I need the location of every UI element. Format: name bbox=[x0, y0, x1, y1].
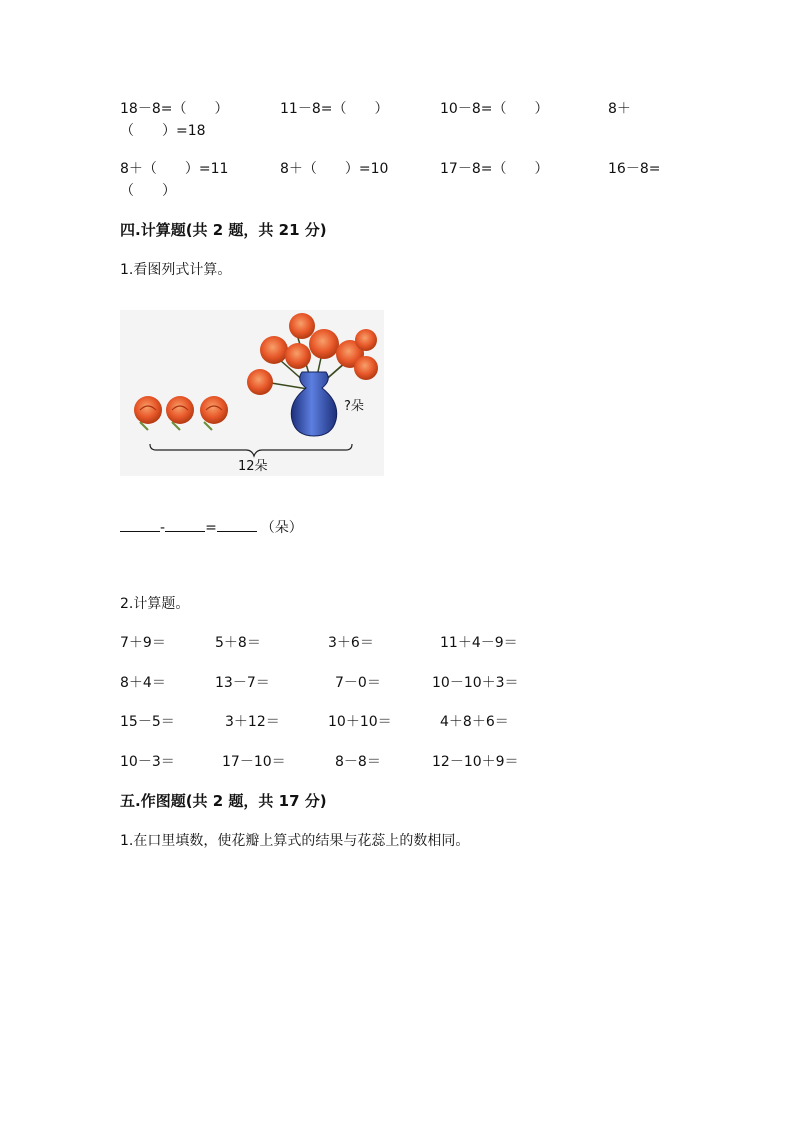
calc-1-3: 10－10＋3＝ bbox=[432, 675, 519, 691]
q1-label: 1.看图列式计算。 bbox=[120, 262, 232, 278]
calc-0-0: 7＋9＝ bbox=[120, 635, 166, 651]
calc-2-2: 10＋10＝ bbox=[328, 714, 392, 730]
blank-eq-4-wrap: （ ）=18 bbox=[120, 123, 206, 139]
blank-eq-6: 8＋（ ）=10 bbox=[280, 161, 389, 177]
calc-1-2: 7－0＝ bbox=[335, 675, 381, 691]
blank-eq-1: 18－8=（ ） bbox=[120, 101, 229, 117]
calc-2-0: 15－5＝ bbox=[120, 714, 175, 730]
blank-eq-2: 11－8=（ ） bbox=[280, 101, 389, 117]
calc-2-1: 3＋12＝ bbox=[225, 714, 280, 730]
calc-3-3: 12－10＋9＝ bbox=[432, 754, 519, 770]
calc-0-3: 11＋4－9＝ bbox=[440, 635, 518, 651]
calc-3-2: 8－8＝ bbox=[335, 754, 381, 770]
calc-0-1: 5＋8＝ bbox=[215, 635, 261, 651]
calc-3-1: 17－10＝ bbox=[222, 754, 286, 770]
q2-label: 2.计算题。 bbox=[120, 596, 190, 612]
unit-label: （朵） bbox=[260, 520, 303, 536]
section-5-title: 五.作图题(共 2 题，共 17 分) bbox=[120, 792, 327, 810]
calc-3-0: 10－3＝ bbox=[120, 754, 175, 770]
calc-1-1: 13－7＝ bbox=[215, 675, 270, 691]
blank-eq-5: 8＋（ ）=11 bbox=[120, 161, 229, 177]
calc-1-0: 8＋4＝ bbox=[120, 675, 166, 691]
blank-eq-3: 10－8=（ ） bbox=[440, 101, 549, 117]
blank-eq-4: 8＋ bbox=[608, 101, 631, 117]
blank-2[interactable] bbox=[165, 517, 205, 532]
loose-rose-3 bbox=[200, 396, 228, 430]
blank-eq-8-wrap: （ ） bbox=[120, 183, 176, 199]
loose-rose-2 bbox=[166, 396, 194, 430]
vase bbox=[291, 372, 336, 436]
calc-0-2: 3＋6＝ bbox=[328, 635, 374, 651]
brace bbox=[150, 444, 352, 456]
question-label: ?朵 bbox=[344, 399, 364, 414]
equals-sign: = bbox=[205, 520, 217, 536]
calc-2-3: 4＋8＋6＝ bbox=[440, 714, 509, 730]
blank-eq-7: 17－8=（ ） bbox=[440, 161, 549, 177]
blank-1[interactable] bbox=[120, 517, 160, 532]
loose-rose-1 bbox=[134, 396, 162, 430]
minus-sign: - bbox=[160, 520, 166, 536]
blank-eq-8: 16－8= bbox=[608, 161, 661, 177]
section-5-q1-label: 1.在口里填数，使花瓣上算式的结果与花蕊上的数相同。 bbox=[120, 833, 470, 849]
flowers-figure bbox=[120, 310, 384, 476]
section-4-title: 四.计算题(共 2 题，共 21 分) bbox=[120, 221, 327, 239]
blank-3[interactable] bbox=[217, 517, 257, 532]
equation-line bbox=[120, 517, 303, 537]
total-label: 12朵 bbox=[238, 459, 268, 474]
